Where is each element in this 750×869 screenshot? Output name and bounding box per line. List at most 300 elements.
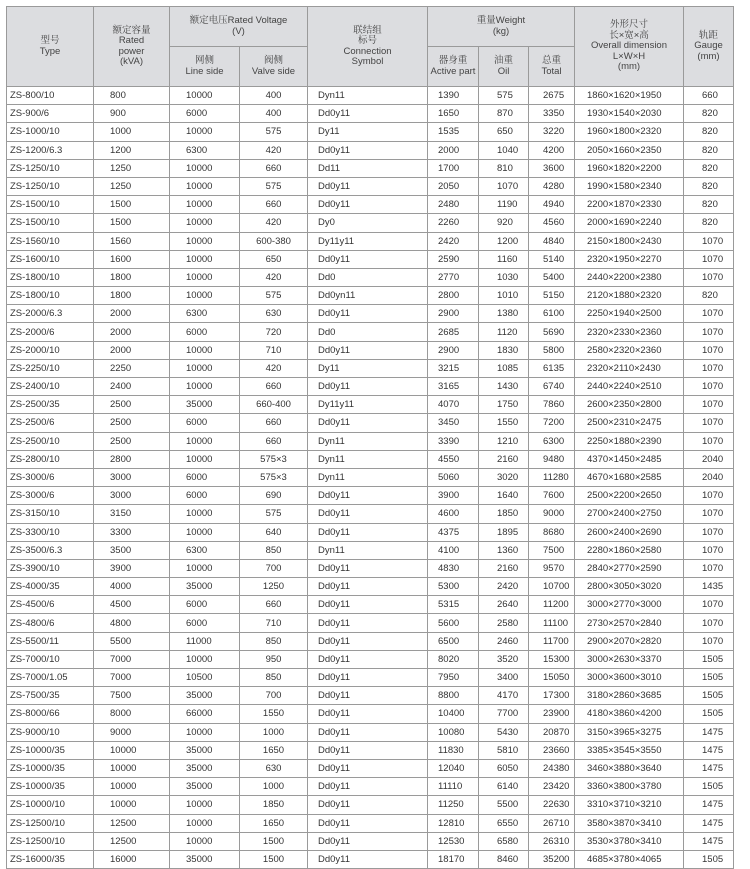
cell-line-side: 10000 bbox=[170, 723, 240, 741]
cell-power: 1560 bbox=[94, 232, 170, 250]
cell-line-side: 35000 bbox=[170, 759, 240, 777]
cell-model: ZS-800/10 bbox=[7, 87, 94, 105]
cell-oil: 1200 bbox=[479, 232, 529, 250]
cell-model: ZS-2000/10 bbox=[7, 341, 94, 359]
cell-oil: 1640 bbox=[479, 487, 529, 505]
cell-power: 7500 bbox=[94, 687, 170, 705]
cell-line-side: 10000 bbox=[170, 214, 240, 232]
cell-active-part: 2800 bbox=[428, 287, 479, 305]
cell-dimension: 3580×3870×3410 bbox=[575, 814, 684, 832]
cell-gauge: 820 bbox=[684, 214, 734, 232]
header-line-side-zh: 网侧 bbox=[194, 55, 214, 66]
header-gauge-zh: 轨距 bbox=[698, 29, 718, 41]
cell-connection: Dd0y11 bbox=[308, 578, 428, 596]
cell-model: ZS-1800/10 bbox=[7, 287, 94, 305]
cell-dimension: 2600×2400×2690 bbox=[575, 523, 684, 541]
table-row bbox=[7, 177, 734, 195]
cell-active-part: 12530 bbox=[428, 832, 479, 850]
cell-active-part: 1700 bbox=[428, 159, 479, 177]
cell-dimension: 1860×1620×1950 bbox=[575, 87, 684, 105]
cell-oil: 810 bbox=[479, 159, 529, 177]
cell-valve-side: 1250 bbox=[240, 578, 308, 596]
cell-active-part: 5315 bbox=[428, 596, 479, 614]
cell-power: 800 bbox=[94, 87, 170, 105]
cell-total: 9000 bbox=[529, 505, 575, 523]
cell-model: ZS-1600/10 bbox=[7, 250, 94, 268]
cell-valve-side: 575×3 bbox=[240, 468, 308, 486]
cell-connection: Dd0y11 bbox=[308, 778, 428, 796]
cell-valve-side: 630 bbox=[240, 305, 308, 323]
cell-power: 7000 bbox=[94, 650, 170, 668]
cell-power: 1500 bbox=[94, 196, 170, 214]
header-valve-side-en: Valve side bbox=[251, 65, 296, 77]
cell-model: ZS-7000/10 bbox=[7, 650, 94, 668]
cell-connection: Dd0yn11 bbox=[308, 287, 428, 305]
cell-dimension: 4685×3780×4065 bbox=[575, 850, 684, 868]
cell-oil: 1030 bbox=[479, 268, 529, 286]
cell-active-part: 12810 bbox=[428, 814, 479, 832]
cell-valve-side: 630 bbox=[240, 759, 308, 777]
cell-line-side: 10000 bbox=[170, 359, 240, 377]
cell-total: 7600 bbox=[529, 487, 575, 505]
cell-total: 15300 bbox=[529, 650, 575, 668]
cell-dimension: 2700×2400×2750 bbox=[575, 505, 684, 523]
cell-power: 2000 bbox=[94, 323, 170, 341]
cell-oil: 1550 bbox=[479, 414, 529, 432]
cell-oil: 6550 bbox=[479, 814, 529, 832]
cell-dimension: 3385×3545×3550 bbox=[575, 741, 684, 759]
cell-active-part: 4830 bbox=[428, 559, 479, 577]
cell-power: 2000 bbox=[94, 305, 170, 323]
cell-power: 10000 bbox=[94, 778, 170, 796]
cell-power: 1000 bbox=[94, 123, 170, 141]
cell-power: 4000 bbox=[94, 578, 170, 596]
table-row bbox=[7, 614, 734, 632]
cell-line-side: 10000 bbox=[170, 341, 240, 359]
header-oil bbox=[479, 47, 529, 87]
cell-gauge: 1475 bbox=[684, 832, 734, 850]
cell-connection: Dd0y11 bbox=[308, 523, 428, 541]
cell-power: 8000 bbox=[94, 705, 170, 723]
cell-connection: Dd0y11 bbox=[308, 759, 428, 777]
cell-gauge: 1435 bbox=[684, 578, 734, 596]
cell-total: 26310 bbox=[529, 832, 575, 850]
cell-model: ZS-3150/10 bbox=[7, 505, 94, 523]
cell-connection: Dd0y11 bbox=[308, 505, 428, 523]
cell-line-side: 6000 bbox=[170, 596, 240, 614]
cell-gauge: 820 bbox=[684, 123, 734, 141]
table-row bbox=[7, 305, 734, 323]
cell-model: ZS-2000/6.3 bbox=[7, 305, 94, 323]
cell-model: ZS-12500/10 bbox=[7, 814, 94, 832]
cell-gauge: 1070 bbox=[684, 505, 734, 523]
cell-line-side: 10000 bbox=[170, 814, 240, 832]
cell-active-part: 5600 bbox=[428, 614, 479, 632]
cell-model: ZS-10000/35 bbox=[7, 759, 94, 777]
cell-active-part: 2770 bbox=[428, 268, 479, 286]
header-oil-en: Oil bbox=[497, 65, 510, 77]
cell-model: ZS-2500/35 bbox=[7, 396, 94, 414]
cell-oil: 1010 bbox=[479, 287, 529, 305]
cell-gauge: 1070 bbox=[684, 632, 734, 650]
cell-active-part: 3900 bbox=[428, 487, 479, 505]
table-row bbox=[7, 341, 734, 359]
cell-gauge: 1505 bbox=[684, 669, 734, 687]
cell-active-part: 4600 bbox=[428, 505, 479, 523]
cell-active-part: 3450 bbox=[428, 414, 479, 432]
table-body bbox=[7, 87, 734, 869]
table-row bbox=[7, 705, 734, 723]
cell-gauge: 1070 bbox=[684, 359, 734, 377]
cell-total: 3350 bbox=[529, 105, 575, 123]
cell-oil: 7700 bbox=[479, 705, 529, 723]
header-active-part-en: Active part bbox=[430, 65, 476, 77]
cell-connection: Dd0y11 bbox=[308, 559, 428, 577]
cell-gauge: 1070 bbox=[684, 232, 734, 250]
cell-dimension: 2320×2110×2430 bbox=[575, 359, 684, 377]
cell-line-side: 10000 bbox=[170, 378, 240, 396]
cell-power: 5500 bbox=[94, 632, 170, 650]
cell-connection: Dy11y11 bbox=[308, 232, 428, 250]
cell-gauge: 1505 bbox=[684, 650, 734, 668]
cell-valve-side: 1550 bbox=[240, 705, 308, 723]
header-valve-side bbox=[240, 47, 308, 87]
cell-dimension: 2500×2310×2475 bbox=[575, 414, 684, 432]
cell-total: 22630 bbox=[529, 796, 575, 814]
table-row bbox=[7, 814, 734, 832]
cell-power: 10000 bbox=[94, 759, 170, 777]
table-row bbox=[7, 487, 734, 505]
cell-active-part: 18170 bbox=[428, 850, 479, 868]
cell-valve-side: 400 bbox=[240, 105, 308, 123]
cell-valve-side: 600-380 bbox=[240, 232, 308, 250]
table-row bbox=[7, 232, 734, 250]
cell-dimension: 1960×1820×2200 bbox=[575, 159, 684, 177]
cell-active-part: 2685 bbox=[428, 323, 479, 341]
cell-gauge: 1070 bbox=[684, 305, 734, 323]
cell-line-side: 10500 bbox=[170, 669, 240, 687]
header-power bbox=[94, 7, 170, 87]
table-row bbox=[7, 796, 734, 814]
cell-connection: Dd0 bbox=[308, 268, 428, 286]
cell-connection: Dy0 bbox=[308, 214, 428, 232]
cell-model: ZS-2000/6 bbox=[7, 323, 94, 341]
cell-total: 2675 bbox=[529, 87, 575, 105]
cell-connection: Dd0y11 bbox=[308, 796, 428, 814]
cell-gauge: 1070 bbox=[684, 596, 734, 614]
cell-power: 10000 bbox=[94, 741, 170, 759]
cell-oil: 1360 bbox=[479, 541, 529, 559]
cell-gauge: 1070 bbox=[684, 323, 734, 341]
cell-connection: Dyn11 bbox=[308, 541, 428, 559]
cell-valve-side: 420 bbox=[240, 214, 308, 232]
cell-active-part: 3390 bbox=[428, 432, 479, 450]
cell-total: 11200 bbox=[529, 596, 575, 614]
cell-valve-side: 850 bbox=[240, 669, 308, 687]
table-row bbox=[7, 123, 734, 141]
header-weight-title: 重量Weight bbox=[476, 15, 526, 26]
cell-gauge: 1475 bbox=[684, 741, 734, 759]
cell-power: 2500 bbox=[94, 396, 170, 414]
cell-model: ZS-3300/10 bbox=[7, 523, 94, 541]
cell-line-side: 11000 bbox=[170, 632, 240, 650]
table-row bbox=[7, 559, 734, 577]
cell-gauge: 2040 bbox=[684, 450, 734, 468]
table-row bbox=[7, 432, 734, 450]
header-voltage-unit: (V) bbox=[232, 25, 245, 37]
cell-gauge: 1070 bbox=[684, 378, 734, 396]
transformer-spec-table bbox=[6, 6, 734, 869]
cell-total: 9480 bbox=[529, 450, 575, 468]
header-power-zh: 额定容量 bbox=[112, 24, 151, 36]
header-dimension-zh2: 长×宽×高 bbox=[609, 29, 649, 41]
cell-model: ZS-2500/6 bbox=[7, 414, 94, 432]
table-row bbox=[7, 450, 734, 468]
header-voltage-title: 额定电压Rated Voltage bbox=[189, 15, 288, 26]
cell-power: 1500 bbox=[94, 214, 170, 232]
cell-oil: 5500 bbox=[479, 796, 529, 814]
cell-gauge: 1505 bbox=[684, 687, 734, 705]
cell-gauge: 1070 bbox=[684, 341, 734, 359]
cell-line-side: 6000 bbox=[170, 614, 240, 632]
cell-dimension: 1990×1580×2340 bbox=[575, 177, 684, 195]
cell-line-side: 10000 bbox=[170, 159, 240, 177]
cell-dimension: 3000×2770×3000 bbox=[575, 596, 684, 614]
cell-valve-side: 1850 bbox=[240, 796, 308, 814]
cell-total: 11700 bbox=[529, 632, 575, 650]
cell-gauge: 1070 bbox=[684, 268, 734, 286]
cell-active-part: 2420 bbox=[428, 232, 479, 250]
cell-line-side: 10000 bbox=[170, 796, 240, 814]
cell-total: 23660 bbox=[529, 741, 575, 759]
cell-connection: Dd0y11 bbox=[308, 378, 428, 396]
cell-line-side: 10000 bbox=[170, 287, 240, 305]
cell-connection: Dd0y11 bbox=[308, 614, 428, 632]
header-dimension-lwh: L×W×H bbox=[612, 50, 646, 62]
cell-oil: 650 bbox=[479, 123, 529, 141]
cell-active-part: 2000 bbox=[428, 141, 479, 159]
cell-oil: 1895 bbox=[479, 523, 529, 541]
table-row bbox=[7, 632, 734, 650]
cell-oil: 575 bbox=[479, 87, 529, 105]
cell-total: 3220 bbox=[529, 123, 575, 141]
cell-gauge: 1475 bbox=[684, 723, 734, 741]
cell-dimension: 2800×3050×3020 bbox=[575, 578, 684, 596]
cell-model: ZS-1560/10 bbox=[7, 232, 94, 250]
cell-active-part: 8800 bbox=[428, 687, 479, 705]
cell-gauge: 1070 bbox=[684, 559, 734, 577]
cell-valve-side: 575 bbox=[240, 287, 308, 305]
cell-dimension: 2320×1950×2270 bbox=[575, 250, 684, 268]
cell-valve-side: 1500 bbox=[240, 850, 308, 868]
cell-active-part: 2260 bbox=[428, 214, 479, 232]
header-total bbox=[529, 47, 575, 87]
header-active-part bbox=[428, 47, 479, 87]
cell-oil: 2420 bbox=[479, 578, 529, 596]
cell-gauge: 1070 bbox=[684, 614, 734, 632]
cell-gauge: 1070 bbox=[684, 414, 734, 432]
cell-dimension: 2600×2350×2800 bbox=[575, 396, 684, 414]
cell-gauge: 1475 bbox=[684, 759, 734, 777]
cell-valve-side: 700 bbox=[240, 687, 308, 705]
cell-valve-side: 575 bbox=[240, 177, 308, 195]
cell-valve-side: 420 bbox=[240, 268, 308, 286]
header-line-side-en: Line side bbox=[185, 65, 224, 77]
cell-gauge: 1070 bbox=[684, 541, 734, 559]
table-row bbox=[7, 687, 734, 705]
cell-power: 7000 bbox=[94, 669, 170, 687]
cell-line-side: 10000 bbox=[170, 450, 240, 468]
cell-gauge: 1505 bbox=[684, 778, 734, 796]
cell-valve-side: 660-400 bbox=[240, 396, 308, 414]
cell-valve-side: 660 bbox=[240, 196, 308, 214]
cell-total: 5140 bbox=[529, 250, 575, 268]
cell-active-part: 1535 bbox=[428, 123, 479, 141]
cell-active-part: 7950 bbox=[428, 669, 479, 687]
cell-oil: 2160 bbox=[479, 559, 529, 577]
cell-total: 4200 bbox=[529, 141, 575, 159]
cell-power: 1250 bbox=[94, 177, 170, 195]
cell-oil: 8460 bbox=[479, 850, 529, 868]
cell-valve-side: 650 bbox=[240, 250, 308, 268]
header-connection-en2: Symbol bbox=[351, 56, 384, 67]
header-dimension-unit: (mm) bbox=[617, 61, 641, 73]
cell-line-side: 10000 bbox=[170, 268, 240, 286]
cell-power: 2500 bbox=[94, 432, 170, 450]
cell-dimension: 2150×1800×2430 bbox=[575, 232, 684, 250]
cell-model: ZS-5500/11 bbox=[7, 632, 94, 650]
table-row bbox=[7, 541, 734, 559]
table-row bbox=[7, 650, 734, 668]
cell-model: ZS-10000/35 bbox=[7, 741, 94, 759]
cell-dimension: 2500×2200×2650 bbox=[575, 487, 684, 505]
cell-active-part: 11830 bbox=[428, 741, 479, 759]
cell-active-part: 4550 bbox=[428, 450, 479, 468]
table-row bbox=[7, 323, 734, 341]
cell-power: 1800 bbox=[94, 268, 170, 286]
table-row bbox=[7, 468, 734, 486]
table-row bbox=[7, 378, 734, 396]
cell-active-part: 3215 bbox=[428, 359, 479, 377]
cell-dimension: 1960×1800×2320 bbox=[575, 123, 684, 141]
cell-connection: Dd0y11 bbox=[308, 141, 428, 159]
cell-gauge: 2040 bbox=[684, 468, 734, 486]
cell-model: ZS-7500/35 bbox=[7, 687, 94, 705]
cell-line-side: 6300 bbox=[170, 141, 240, 159]
cell-line-side: 6300 bbox=[170, 541, 240, 559]
cell-line-side: 35000 bbox=[170, 778, 240, 796]
cell-connection: Dy11 bbox=[308, 123, 428, 141]
cell-power: 3900 bbox=[94, 559, 170, 577]
cell-line-side: 6000 bbox=[170, 105, 240, 123]
cell-model: ZS-12500/10 bbox=[7, 832, 94, 850]
cell-line-side: 6000 bbox=[170, 487, 240, 505]
cell-dimension: 3000×3600×3010 bbox=[575, 669, 684, 687]
cell-dimension: 2050×1660×2350 bbox=[575, 141, 684, 159]
cell-connection: Dd0y11 bbox=[308, 487, 428, 505]
cell-model: ZS-4800/6 bbox=[7, 614, 94, 632]
cell-connection: Dd0y11 bbox=[308, 723, 428, 741]
cell-total: 6135 bbox=[529, 359, 575, 377]
header-power-unit: (kVA) bbox=[119, 56, 144, 67]
cell-total: 6300 bbox=[529, 432, 575, 450]
table-row bbox=[7, 141, 734, 159]
cell-valve-side: 575 bbox=[240, 123, 308, 141]
cell-oil: 1830 bbox=[479, 341, 529, 359]
table-row bbox=[7, 850, 734, 868]
cell-total: 5150 bbox=[529, 287, 575, 305]
cell-model: ZS-1500/10 bbox=[7, 196, 94, 214]
cell-connection: Dyn11 bbox=[308, 432, 428, 450]
cell-model: ZS-1800/10 bbox=[7, 268, 94, 286]
table-row bbox=[7, 578, 734, 596]
cell-connection: Dd0 bbox=[308, 323, 428, 341]
cell-dimension: 2900×2070×2820 bbox=[575, 632, 684, 650]
cell-gauge: 1070 bbox=[684, 487, 734, 505]
cell-connection: Dd0y11 bbox=[308, 250, 428, 268]
cell-connection: Dyn11 bbox=[308, 450, 428, 468]
cell-active-part: 12040 bbox=[428, 759, 479, 777]
table-row bbox=[7, 523, 734, 541]
cell-active-part: 5060 bbox=[428, 468, 479, 486]
cell-connection: Dd0y11 bbox=[308, 305, 428, 323]
cell-gauge: 820 bbox=[684, 141, 734, 159]
cell-model: ZS-2250/10 bbox=[7, 359, 94, 377]
cell-power: 2400 bbox=[94, 378, 170, 396]
cell-oil: 5430 bbox=[479, 723, 529, 741]
cell-dimension: 2440×2240×2510 bbox=[575, 378, 684, 396]
cell-dimension: 3460×3880×3640 bbox=[575, 759, 684, 777]
cell-total: 7200 bbox=[529, 414, 575, 432]
cell-model: ZS-2400/10 bbox=[7, 378, 94, 396]
cell-model: ZS-3000/6 bbox=[7, 468, 94, 486]
cell-oil: 1160 bbox=[479, 250, 529, 268]
cell-connection: Dd0y11 bbox=[308, 177, 428, 195]
cell-total: 10700 bbox=[529, 578, 575, 596]
header-connection-zh1: 联结组 bbox=[353, 24, 382, 36]
cell-active-part: 11110 bbox=[428, 778, 479, 796]
cell-dimension: 4370×1450×2485 bbox=[575, 450, 684, 468]
header-weight-unit: (kg) bbox=[492, 25, 510, 37]
cell-total: 4560 bbox=[529, 214, 575, 232]
cell-active-part: 3165 bbox=[428, 378, 479, 396]
cell-model: ZS-900/6 bbox=[7, 105, 94, 123]
cell-power: 12500 bbox=[94, 832, 170, 850]
table-row bbox=[7, 741, 734, 759]
cell-valve-side: 720 bbox=[240, 323, 308, 341]
cell-power: 2800 bbox=[94, 450, 170, 468]
cell-oil: 2460 bbox=[479, 632, 529, 650]
cell-valve-side: 710 bbox=[240, 341, 308, 359]
cell-active-part: 4375 bbox=[428, 523, 479, 541]
cell-active-part: 10400 bbox=[428, 705, 479, 723]
cell-power: 2250 bbox=[94, 359, 170, 377]
cell-connection: Dd0y11 bbox=[308, 669, 428, 687]
cell-line-side: 6000 bbox=[170, 468, 240, 486]
cell-dimension: 3180×2860×3685 bbox=[575, 687, 684, 705]
cell-total: 4840 bbox=[529, 232, 575, 250]
cell-valve-side: 660 bbox=[240, 414, 308, 432]
cell-active-part: 8020 bbox=[428, 650, 479, 668]
cell-oil: 2160 bbox=[479, 450, 529, 468]
cell-connection: Dd0y11 bbox=[308, 196, 428, 214]
cell-total: 5690 bbox=[529, 323, 575, 341]
cell-oil: 6140 bbox=[479, 778, 529, 796]
cell-valve-side: 400 bbox=[240, 87, 308, 105]
cell-connection: Dd0y11 bbox=[308, 850, 428, 868]
cell-power: 9000 bbox=[94, 723, 170, 741]
cell-model: ZS-10000/10 bbox=[7, 796, 94, 814]
